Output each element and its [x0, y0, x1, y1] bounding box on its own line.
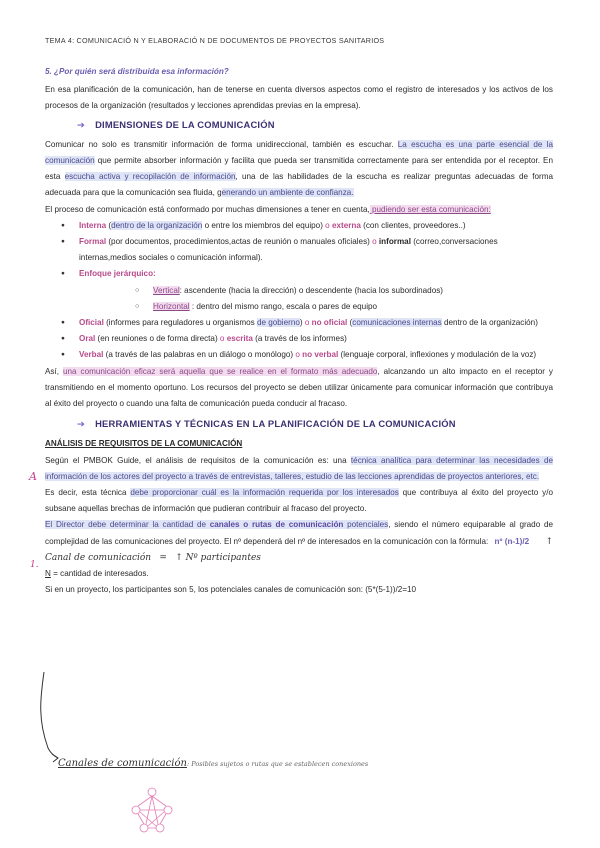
list-item-formal: ● Formal (por documentos, procedimientos,actas de reunión o manuales oficiales) o informal (correo,conversaciones internas,medios sociales o comunicación informal).	[45, 234, 553, 266]
handwritten-formula-note-a: ↑ Canal de comunicación	[45, 536, 553, 563]
highlight-eficaz: una comunicación eficaz será aquella que se realice en el formato más adecuado	[63, 366, 378, 376]
paragraph-es-decir: Es decir, esta técnica debe proporcionar cuál es la información requerida por los interesados que contribuya al éxito del proyecto y/o subsane aquellas brechas de información que pudieran contribuir al fracaso del proyecto.	[45, 488, 553, 514]
highlight-escucha: La escucha es una parte esencial de la comunicación	[45, 139, 553, 166]
document-body	[45, 64, 553, 599]
handwritten-number-1: 1.	[30, 560, 39, 570]
highlight-pudiendo: pudiendo ser esta comunicación:	[369, 204, 491, 214]
highlight-escucha-activa: escucha activa y recopilación de información	[64, 172, 236, 182]
list-item-horizontal: ○ Horizontal : dentro del mismo rango, escala o pares de equipo	[79, 299, 553, 315]
list-item-vertical: ○ Vertical: ascendente (hacia la dirección) o descendente (hacia los subordinados)	[79, 283, 553, 299]
paragraph-ejemplo: Si en un proyecto, los participantes son 5, los potenciales canales de comunicación son: (5*(5-1))/2=10	[45, 585, 417, 595]
highlight-tecnica: técnica analítica para determinar las necesidades de información de los actores del proyecto a través de entrevistas, talleres, estudio de las lecciones aprendidas de proyectos anteriores, etc.	[45, 455, 553, 481]
handwritten-number-a: A	[29, 470, 37, 483]
paragraph-n: N = cantidad de interesados.	[45, 569, 149, 579]
paragraph-escucha: Comunicar no solo es transmitir información de forma unidireccional, también es escuchar. La escucha es una parte esencial de la comunicación que permite absorber información y facilita que pueda ser transmitida correctamente para ser entendida por el receptor. En esta escucha activa y recopilación de información, una de las habilidades de la escucha es realizar preguntas adecuadas de forma adecuada para que la comunicación sea fluida, generando un ambiente de confianza.	[45, 139, 553, 198]
paragraph-planificacion: En esa planificación de la comunicación, han de tenerse en cuenta diversos aspectos como el registro de interesados y los activos de los procesos de la organización (resultados y lecciones aprendidas previas en la empresa).	[45, 85, 553, 111]
dimension-list	[45, 218, 553, 364]
highlight-confianza: enerando un ambiente de confianza.	[221, 188, 354, 198]
list-item-verbal: ● Verbal (a través de las palabras en un diálogo o monólogo) o no verbal (lenguaje corporal, inflexiones y modulación de la voz)	[45, 347, 553, 363]
paragraph-pmbok: Según el PMBOK Guide, el análisis de requisitos de la comunicación es: una técnica analítica para determinar las necesidades de información de los actores del proyecto a través de entrevistas, talleres, estudio de las lecciones aprendidas de proyectos anteriores, etc.	[45, 455, 553, 481]
heading-herramientas: ➔ HERRAMIENTAS Y TÉCNICAS EN LA PLANIFICACIÓN DE LA COMUNICACIÓN	[77, 418, 456, 430]
highlight-informacion: debe proporcionar cuál es la información requerida por los interesados	[130, 488, 399, 498]
formula: nº (n-1)/2	[494, 536, 530, 546]
paragraph-director: El Director debe determinar la cantidad de canales o rutas de comunicación potenciales, siendo el número equiparable al grado de complejidad de las comunicaciones del proyecto. El nº dependerá del nº de interesados en la comunicación con la fórmula: nº (n-1)/2 ↑ Canal de comunicación = ↑ Nº participantes	[45, 520, 553, 563]
arrow-icon: ➔	[77, 418, 86, 430]
list-item-enfoque: ● Enfoque jerárquico: ○ Vertical: ascendente (hacia la dirección) o descendente (hacia los subordinados) ○ Horizontal : dentro del mismo rango, escala o pares de equipo	[45, 266, 553, 315]
heading-dimensiones: ➔ DIMENSIONES DE LA COMUNICACIÓN	[77, 118, 275, 130]
arrow-icon: ➔	[77, 118, 86, 130]
paragraph-eficaz: Así, una comunicación eficaz será aquella que se realice en el formato más adecuado, alcanzando un alto impacto en el receptor y transmitiendo en el momento oportuno. Los recursos del proyecto se deben utilizar únicamente para comunicar información que contribuya al éxito del proyecto o cuando una falta de comunicación pueda conducir al fracaso.	[45, 366, 553, 409]
list-item-oficial: ● Oficial (informes para reguladores u organismos de gobierno) o no oficial (comunicaciones internas dentro de la organización)	[45, 315, 553, 331]
list-item-interna: ● Interna (dentro de la organización o entre los miembros del equipo) o externa (con clientes, proveedores..)	[45, 218, 553, 234]
section-5-title: 5. ¿Por quién será distribuida esa información?	[45, 67, 229, 76]
page-header: TEMA 4: COMUNICACIÓ N Y ELABORACIÓ N DE DOCUMENTOS DE PROYECTOS SANITARIOS	[45, 36, 385, 45]
paragraph-dimensiones: El proceso de comunicación está conformado por muchas dimensiones a tener en cuenta, pudiendo ser esta comunicación:	[45, 204, 491, 214]
subheading-analisis: ANÁLISIS DE REQUISITOS DE LA COMUNICACIÓN	[45, 439, 243, 449]
handwritten-formula-note-b: ↑ Nº participantes	[175, 552, 261, 563]
list-item-oral: ● Oral (en reuniones o de forma directa) o escrita (a través de los informes)	[45, 331, 553, 347]
handwritten-canales-note: Canales de comunicación: Posibles sujetos o rutas que se establecen conexiones	[58, 758, 369, 769]
